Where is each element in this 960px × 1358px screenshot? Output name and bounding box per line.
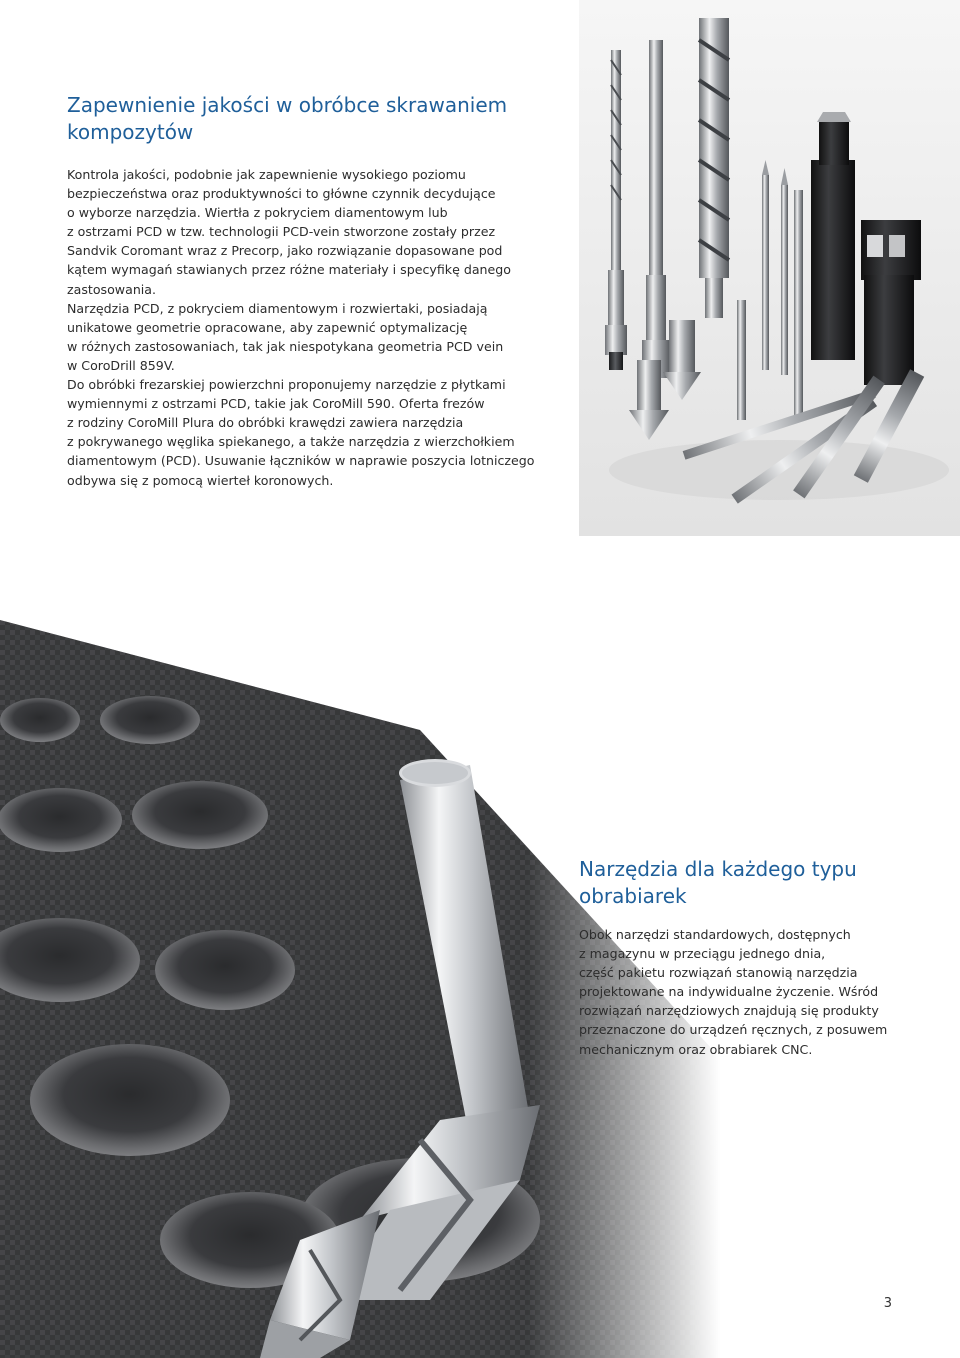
section-body-quality — [67, 165, 535, 490]
text-line: Narzędzia PCD, z pokryciem diamentowym i rozwiertaki, posiadają — [67, 300, 488, 316]
text-line: bezpieczeństwa oraz produktywności to główne czynnik decydujące — [67, 186, 496, 202]
text-line: w różnych zastosowaniach, tak jak niespotykana geometria PCD vein — [67, 338, 504, 354]
paragraph — [67, 165, 527, 299]
text-line: kątem wymagań stawianych przez różne materiały i specyfikę danego — [67, 262, 511, 278]
text-line: wymiennymi z ostrzami PCD, takie jak CoroMill 590. Oferta frezów — [67, 396, 485, 412]
text-line: w CoroDrill 859V. — [67, 357, 175, 373]
text-line: mechanicznym oraz obrabiarek CNC. — [579, 1041, 813, 1057]
tools-assortment-illustration — [579, 0, 960, 536]
section-body-machines — [579, 925, 899, 1059]
text-line: z ostrzami PCD w tzw. technologii PCD-vein stworzone zostały przez — [67, 224, 496, 240]
text-line: Obok narzędzi standardowych, dostępnych — [579, 927, 851, 942]
paragraph — [579, 925, 899, 1059]
page-number: 3 — [883, 1296, 892, 1311]
section-heading-quality — [67, 92, 527, 146]
text-line: Do obróbki frezarskiej powierzchni proponujemy narzędzie z płytkami — [67, 377, 506, 393]
heading-line: kompozytów — [67, 120, 194, 144]
tools-assortment-photo — [579, 0, 960, 536]
text-line: z pokrywanego węglika spiekanego, a także narzędzia z wierzchołkiem — [67, 434, 515, 450]
text-line: Sandvik Coromant wraz z Precorp, jako rozwiązanie dopasowane pod — [67, 243, 503, 259]
text-line: odbywa się z pomocą wierteł koronowych. — [67, 472, 334, 488]
heading-line: Narzędzia dla każdego typu — [579, 857, 857, 881]
text-line: o wyborze narzędzia. Wiertła z pokryciem diamentowym lub — [67, 205, 448, 221]
text-line: unikatowe geometrie opracowane, aby zapewnić optymalizację — [67, 319, 468, 335]
text-line: przeznaczone do urządzeń ręcznych, z posuwem — [579, 1022, 888, 1038]
section-heading-machines — [579, 856, 879, 910]
heading-line: obrabiarek — [579, 884, 687, 908]
text-line: z rodziny CoroMill Plura do obróbki krawędzi zawiera narzędzia — [67, 415, 464, 431]
heading-line: Zapewnienie jakości w obróbce skrawaniem — [67, 93, 508, 117]
text-line: Kontrola jakości, podobnie jak zapewnienie wysokiego poziomu — [67, 167, 466, 182]
paragraph — [67, 299, 527, 375]
paragraph — [67, 375, 535, 490]
text-line: diamentowym (PCD). Usuwanie łączników w naprawie poszycia lotniczego — [67, 453, 535, 469]
text-line: zastosowania. — [67, 281, 157, 297]
text-line: projektowane na indywidualne życzenie. Wśród — [579, 984, 879, 1000]
text-line: z magazynu w przeciągu jednego dnia, — [579, 946, 826, 962]
text-line: rozwiązań narzędziowych znajdują się produkty — [579, 1003, 879, 1019]
text-line: część pakietu rozwiązań stanowią narzędzia — [579, 965, 858, 981]
